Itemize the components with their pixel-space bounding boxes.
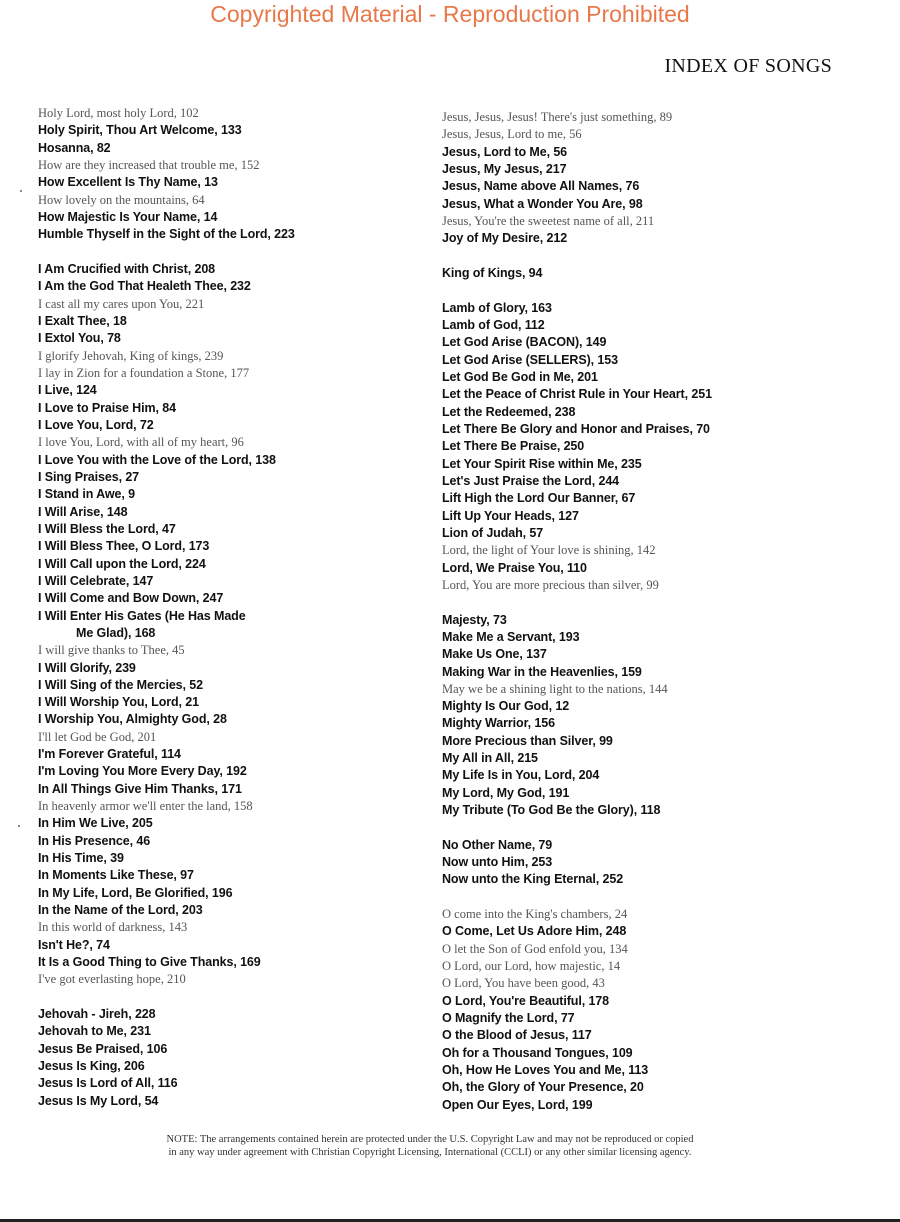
first-line-entry: In this world of darkness, 143 (38, 920, 188, 935)
scan-speck (20, 190, 22, 192)
song-title-entry: Lord, We Praise You, 110 (442, 560, 587, 575)
first-line-entry: Jesus, Jesus, Jesus! There's just something, 89 (442, 110, 673, 124)
song-title-entry: Let There Be Praise, 250 (442, 439, 585, 454)
song-title-entry: I Live, 124 (38, 383, 97, 398)
song-title-entry: I Exalt Thee, 18 (38, 313, 127, 328)
song-title-entry: Let God Arise (BACON), 149 (442, 335, 607, 350)
first-line-entry: May we be a shining light to the nations, 144 (442, 681, 668, 696)
song-title-entry: Let God Arise (SELLERS), 153 (442, 352, 618, 367)
first-line-entry: I've got everlasting hope, 210 (38, 972, 186, 987)
song-title-entry: Jehovah - Jireh, 228 (38, 1007, 156, 1022)
song-title-entry: Let God Be God in Me, 201 (442, 369, 598, 384)
song-title-entry: Let the Peace of Christ Rule in Your Heart, 251 (442, 387, 712, 402)
song-title-entry: In Him We Live, 205 (38, 816, 153, 831)
song-title-entry: I Love You with the Love of the Lord, 138 (38, 452, 276, 467)
song-title-entry: How Majestic Is Your Name, 14 (38, 209, 218, 224)
copyright-note (80, 1133, 780, 1159)
first-line-entry: I love You, Lord, with all of my heart, 96 (38, 435, 244, 450)
song-title-entry: Humble Thyself in the Sight of the Lord, 223 (38, 227, 295, 242)
song-title-entry: My Lord, My God, 191 (442, 785, 570, 800)
song-title-entry: In His Presence, 46 (38, 833, 151, 848)
song-title-entry: Oh, the Glory of Your Presence, 20 (442, 1080, 644, 1095)
left-index-column (38, 105, 458, 1110)
song-title-entry: Mighty Is Our God, 12 (442, 699, 570, 714)
first-line-entry: I lay in Zion for a foundation a Stone, 177 (38, 365, 250, 380)
first-line-entry: Lord, You are more precious than silver, 99 (442, 577, 659, 592)
song-title-entry: Lift High the Lord Our Banner, 67 (442, 491, 636, 506)
song-title-entry: I Will Arise, 148 (38, 504, 128, 519)
song-title-entry: I Will Come and Bow Down, 247 (38, 591, 224, 606)
song-title-entry: Joy of My Desire, 212 (442, 231, 568, 246)
first-line-entry: I glorify Jehovah, King of kings, 239 (38, 348, 224, 363)
song-title-entry: I'm Loving You More Every Day, 192 (38, 764, 247, 779)
song-title-entry: Let's Just Praise the Lord, 244 (442, 473, 620, 488)
first-line-entry: O Lord, You have been good, 43 (442, 976, 605, 991)
song-title-entry: Jesus Be Praised, 106 (38, 1041, 168, 1056)
song-title-entry: I Will Celebrate, 147 (38, 573, 154, 588)
first-line-entry: In heavenly armor we'll enter the land, 158 (38, 799, 253, 814)
song-title-entry: Jesus, Lord to Me, 56 (442, 144, 568, 159)
song-title-entry: Making War in the Heavenlies, 159 (442, 664, 642, 679)
song-title-entry: I Will Worship You, Lord, 21 (38, 695, 199, 710)
song-title-entry: Let Your Spirit Rise within Me, 235 (442, 456, 642, 471)
first-line-entry: How lovely on the mountains, 64 (38, 192, 205, 207)
song-title-entry: Me Glad), 168 (76, 625, 156, 640)
song-title-entry: I Stand in Awe, 9 (38, 487, 135, 502)
first-line-entry: I will give thanks to Thee, 45 (38, 643, 185, 658)
song-title-entry: I Will Sing of the Mercies, 52 (38, 677, 203, 692)
song-title-entry: Oh, How He Loves You and Me, 113 (442, 1063, 649, 1078)
song-title-entry: Jesus, My Jesus, 217 (442, 161, 567, 176)
song-title-entry: Jehovah to Me, 231 (38, 1024, 151, 1039)
right-index-column (442, 109, 862, 1114)
song-title-entry: Lamb of Glory, 163 (442, 300, 552, 315)
section-gap (442, 594, 862, 611)
song-title-entry: Open Our Eyes, Lord, 199 (442, 1097, 593, 1112)
song-title-entry: My All in All, 215 (442, 751, 538, 766)
song-title-entry: Make Me a Servant, 193 (442, 629, 580, 644)
page-title: INDEX OF SONGS (664, 55, 832, 77)
song-title-entry: Now unto the King Eternal, 252 (442, 872, 624, 887)
song-title-entry: Hosanna, 82 (38, 140, 111, 155)
song-title-entry: My Tribute (To God Be the Glory), 118 (442, 803, 661, 818)
song-title-entry: I Am the God That Healeth Thee, 232 (38, 279, 251, 294)
first-line-entry: O come into the King's chambers, 24 (442, 907, 628, 922)
first-line-entry: How are they increased that trouble me, 152 (38, 157, 260, 172)
song-title-entry: I Will Bless the Lord, 47 (38, 521, 176, 536)
first-line-entry: Jesus, Jesus, Lord to me, 56 (442, 127, 582, 142)
song-title-entry: It Is a Good Thing to Give Thanks, 169 (38, 955, 261, 970)
song-title-entry: Now unto Him, 253 (442, 855, 553, 870)
song-title-entry: I Sing Praises, 27 (38, 469, 140, 484)
song-title-entry: O Magnify the Lord, 77 (442, 1011, 575, 1026)
song-title-entry: How Excellent Is Thy Name, 13 (38, 175, 218, 190)
first-line-entry: I'll let God be God, 201 (38, 729, 157, 744)
section-gap (442, 282, 862, 299)
copyright-note-line: NOTE: The arrangements contained herein are protected under the U.S. Copyright Law and may not be reproduced or copied (166, 1134, 694, 1145)
section-gap (442, 819, 862, 836)
song-title-entry: Jesus Is My Lord, 54 (38, 1093, 159, 1108)
song-title-entry: I Love You, Lord, 72 (38, 417, 154, 432)
song-title-entry: Lift Up Your Heads, 127 (442, 508, 579, 523)
scan-speck (18, 825, 20, 827)
first-line-entry: Holy Lord, most holy Lord, 102 (38, 106, 199, 120)
section-gap (442, 889, 862, 906)
song-title-entry: O Lord, You're Beautiful, 178 (442, 993, 610, 1008)
copyright-note-line: in any way under agreement with Christian Copyright Licensing, International (CCLI) or any other similar licensing agency. (168, 1147, 692, 1158)
first-line-entry: I cast all my cares upon You, 221 (38, 296, 205, 311)
first-line-entry: Lord, the light of Your love is shining, 142 (442, 543, 656, 558)
song-title-entry: O the Blood of Jesus, 117 (442, 1028, 592, 1043)
song-title-entry: King of Kings, 94 (442, 265, 543, 280)
section-gap (38, 244, 458, 261)
song-title-entry: I'm Forever Grateful, 114 (38, 747, 181, 762)
song-title-entry: My Life Is in You, Lord, 204 (442, 768, 600, 783)
section-gap (442, 248, 862, 265)
song-title-entry: In My Life, Lord, Be Glorified, 196 (38, 885, 233, 900)
song-title-entry: In His Time, 39 (38, 851, 124, 866)
song-title-entry: Lamb of God, 112 (442, 317, 545, 332)
song-title-entry: Oh for a Thousand Tongues, 109 (442, 1045, 633, 1060)
song-title-entry: I Love to Praise Him, 84 (38, 400, 176, 415)
song-title-entry: I Extol You, 78 (38, 331, 121, 346)
song-title-entry: Isn't He?, 74 (38, 937, 110, 952)
copyright-banner: Copyrighted Material - Reproduction Prohibited (210, 1, 690, 27)
song-title-entry: In the Name of the Lord, 203 (38, 903, 203, 918)
song-title-entry: In All Things Give Him Thanks, 171 (38, 781, 242, 796)
song-title-entry: I Will Call upon the Lord, 224 (38, 556, 206, 571)
song-title-entry: Jesus Is King, 206 (38, 1059, 145, 1074)
song-title-entry: No Other Name, 79 (442, 837, 553, 852)
song-title-entry: Majesty, 73 (442, 612, 507, 627)
song-title-entry: More Precious than Silver, 99 (442, 733, 613, 748)
first-line-entry: O let the Son of God enfold you, 134 (442, 941, 628, 956)
song-title-entry: I Will Bless Thee, O Lord, 173 (38, 539, 210, 554)
song-title-entry: Make Us One, 137 (442, 647, 547, 662)
song-title-entry: I Am Crucified with Christ, 208 (38, 261, 216, 276)
song-title-entry: Jesus, What a Wonder You Are, 98 (442, 196, 643, 211)
first-line-entry: Jesus, You're the sweetest name of all, 211 (442, 213, 655, 228)
song-title-entry: Mighty Warrior, 156 (442, 716, 555, 731)
first-line-entry: O Lord, our Lord, how majestic, 14 (442, 959, 621, 974)
section-gap (38, 989, 458, 1006)
song-title-entry: Jesus Is Lord of All, 116 (38, 1076, 178, 1091)
song-title-entry: Lion of Judah, 57 (442, 525, 544, 540)
song-title-entry: Holy Spirit, Thou Art Welcome, 133 (38, 123, 242, 138)
song-title-entry: Let the Redeemed, 238 (442, 404, 576, 419)
song-title-entry: I Will Glorify, 239 (38, 660, 136, 675)
song-title-entry: Let There Be Glory and Honor and Praises, 70 (442, 421, 710, 436)
song-title-entry: I Will Enter His Gates (He Has Made (38, 608, 246, 623)
song-title-entry: In Moments Like These, 97 (38, 868, 194, 883)
song-title-entry: Jesus, Name above All Names, 76 (442, 179, 640, 194)
song-title-entry: O Come, Let Us Adore Him, 248 (442, 924, 627, 939)
song-title-entry: I Worship You, Almighty God, 28 (38, 712, 227, 727)
